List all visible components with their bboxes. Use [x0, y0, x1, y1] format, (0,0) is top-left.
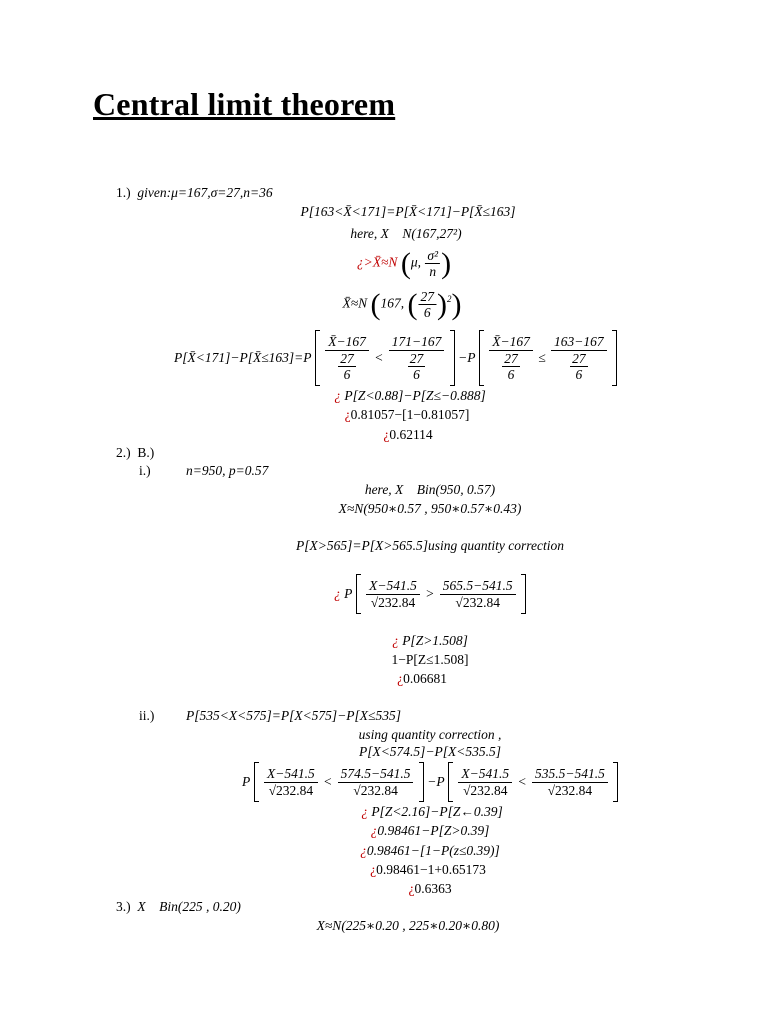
q1-mark-7: ¿: [344, 407, 351, 422]
q2-i-line-2: X≈N(950∗0.57 , 950∗0.57∗0.43): [338, 501, 522, 516]
q1-f4-den-den: 6: [575, 367, 583, 382]
q2-ii-line-6: [371, 823, 490, 839]
q3-x: X: [137, 899, 146, 914]
q1-line-2-dist: N(167,27²): [402, 226, 462, 241]
q1-line-2-here: here, X: [350, 226, 389, 241]
q3-number: 3.): [116, 899, 131, 914]
q2-ii-line-2: using quantity correction ,: [358, 727, 502, 742]
q1-header: [116, 185, 273, 201]
q2-i-here: here, X: [364, 482, 404, 497]
q1-line-6: [334, 388, 485, 404]
q2-ii-line-9: [408, 881, 451, 897]
q2-i-label: i.): [139, 463, 151, 478]
q1-f2-num: 171−167: [389, 334, 445, 351]
q2-i-line-5-text: P[Z>1.508]: [402, 633, 468, 648]
q2-ii-line-5: [361, 804, 503, 820]
q2-ii-line-8: [370, 862, 486, 878]
q1-line-2: [350, 226, 461, 242]
q2-ii-line-7: [360, 843, 500, 859]
q2-ii-line-4-pre: P: [242, 774, 251, 789]
q1-f1-den-num: 27: [340, 351, 354, 366]
q1-line-4-num: 27: [420, 289, 435, 304]
q1-line-7-text: 0.81057−[1−0.81057]: [350, 407, 470, 422]
q1-f-le: ≤: [538, 350, 546, 365]
q2-i-f1-den: 232.84: [378, 594, 416, 610]
q1-f3-num: X̄−167: [489, 334, 533, 351]
q2-ii-line-5-text: P[Z<2.16]−P[Z←0.39]: [371, 804, 503, 819]
q2-i-line-3-eq: P[X>565]=P[X>565.5]: [296, 538, 428, 553]
q1-line-8: [383, 427, 432, 443]
q2-ii-f1-den: 232.84: [276, 782, 314, 798]
q1-f3-den-den: 6: [507, 367, 515, 382]
q3-header: [116, 899, 241, 915]
q1-line-4-pow: 2: [447, 294, 452, 305]
q1-line-8-text: 0.62114: [389, 427, 433, 442]
q2-ii-lt2: <: [517, 774, 527, 789]
q2-i-line-4-pre: P: [344, 586, 353, 601]
q2-i-line-7: [397, 671, 447, 687]
q2-i-f2-den: 232.84: [462, 594, 500, 610]
q2-i-given: n=950, p=0.57: [186, 463, 269, 478]
q2-i-line-4: ¿ P $\frac{X-541.5}{√232.84}$ > $\frac{565.5-541.5}{√232.84}$: [334, 574, 526, 614]
q1-line-4: X̄≈N (167, ( $\frac{27}{6}$ )$^2$): [342, 287, 462, 321]
q1-line-5-mid: −P: [458, 350, 476, 365]
q1-f2-den-den: 6: [413, 367, 420, 382]
q2-ii-line-6-text: 0.98461−P[Z>0.39]: [377, 823, 490, 838]
q2-ii-f3-num: X−541.5: [458, 766, 512, 783]
q2-i-line-7-text: 0.06681: [403, 671, 447, 686]
q2-ii-line-1: P[535<X<575]=P[X<575]−P[X≤535]: [186, 708, 401, 723]
q1-line-3-num: σ²: [427, 248, 439, 263]
q1-mark-8: ¿: [383, 427, 390, 442]
q1-line-5: [174, 330, 617, 386]
q2-i-f2-num: 565.5−541.5: [440, 578, 516, 595]
q2-part: B.): [137, 445, 155, 460]
q1-line-3: ¿>X̄≈N (μ, $\frac{\text{σ²}}{n}$ ): [356, 246, 452, 280]
q2-ii-lt: <: [323, 774, 333, 789]
q2-i-mark-4: ¿: [334, 586, 341, 601]
q2-i-line-3-note: using quantity correction: [427, 538, 564, 553]
q1-f4-den-num: 27: [572, 351, 586, 366]
q2-ii-f1-num: X−541.5: [264, 766, 318, 783]
q1-line-7: [345, 407, 470, 423]
q1-line-3-mu: μ,: [410, 254, 421, 270]
q2-ii-f3-den: 232.84: [470, 782, 508, 798]
q2-ii-line-7-text: 0.98461−[1−P(z≤0.39)]: [366, 843, 500, 858]
q1-f4-num: 163−167: [551, 334, 607, 351]
q2-number: 2.): [116, 445, 131, 460]
q2-i-line-1: [365, 482, 495, 498]
q2-i-line-6: 1−P[Z≤1.508]: [391, 652, 469, 667]
q2-i-gt: >: [425, 586, 435, 601]
q1-f-lt: <: [374, 350, 384, 365]
q1-f2-den-num: 27: [409, 351, 424, 366]
q1-number: 1.): [116, 185, 131, 200]
q1-line-4-prefix: X̄≈N: [342, 295, 368, 311]
q2-header: [116, 445, 154, 461]
q1-f1-num: X̄−167: [325, 334, 369, 351]
q3-line-2: X≈N(225∗0.20 , 225∗0.20∗0.80): [316, 918, 500, 933]
q2-i-mark-5: ¿: [392, 633, 399, 648]
q1-f1-den-den: 6: [343, 367, 351, 382]
q1-line-3-den: n: [429, 264, 437, 279]
q2-ii-f4-num: 535.5−541.5: [532, 766, 608, 783]
q1-mark-6: ¿: [334, 388, 342, 403]
q2-ii-mark-8: ¿: [370, 862, 377, 877]
q2-ii-f2-num: 574.5−541.5: [338, 766, 414, 783]
q2-ii-mark-7: ¿: [360, 843, 367, 858]
q2-ii-f4-den: 232.84: [555, 782, 593, 798]
q2-i-line-3: [296, 538, 564, 554]
q2-ii-f2-den: 232.84: [360, 782, 398, 798]
q1-f3-den-num: 27: [504, 351, 518, 366]
q2-i-line-5: [392, 633, 468, 649]
q1-line-3-prefix: ¿>X̄≈N: [356, 254, 398, 270]
q2-ii-line-8-text: 0.98461−1+0.65173: [376, 862, 486, 877]
page-title: Central limit theorem: [93, 86, 396, 122]
q1-line-1: P[163<X̄<171]=P[X̄<171]−P[X̄≤163]: [300, 204, 516, 219]
q2-ii-mark-9: ¿: [408, 881, 415, 896]
q1-line-4-den: 6: [423, 305, 431, 320]
q2-ii-line-9-text: 0.6363: [414, 881, 452, 896]
q2-i-f1-num: X−541.5: [366, 578, 420, 595]
q2-ii-mark-6: ¿: [370, 823, 378, 838]
q2-ii-line-3: P[X<574.5]−P[X<535.5]: [358, 744, 502, 759]
q2-ii-label: ii.): [139, 708, 155, 723]
q2-ii-mark-5: ¿: [361, 804, 368, 819]
q2-ii-mid: −P: [427, 774, 445, 789]
q1-given: given:μ=167,σ=27,n=36: [137, 185, 273, 200]
q1-line-4-a: 167,: [380, 295, 405, 311]
q2-i-mark-7: ¿: [397, 671, 404, 686]
q1-line-6-text: P[Z<0.88]−P[Z≤−0.888]: [344, 388, 486, 403]
q3-dist: Bin(225 , 0.20): [159, 899, 241, 914]
q2-ii-line-4: P $\frac{X-541.5}{√232.84}$ < $\frac{574.5-541.5}{√232.84}$ −P $\frac{X-541.5}{√232.84}$ < $\frac{535.5-541.5}{√232.84}$: [242, 762, 618, 802]
q2-i-dist: Bin(950, 0.57): [416, 482, 496, 497]
q1-line-5-lhs: P[X̄<171]−P[X̄≤163]=P: [174, 350, 312, 365]
